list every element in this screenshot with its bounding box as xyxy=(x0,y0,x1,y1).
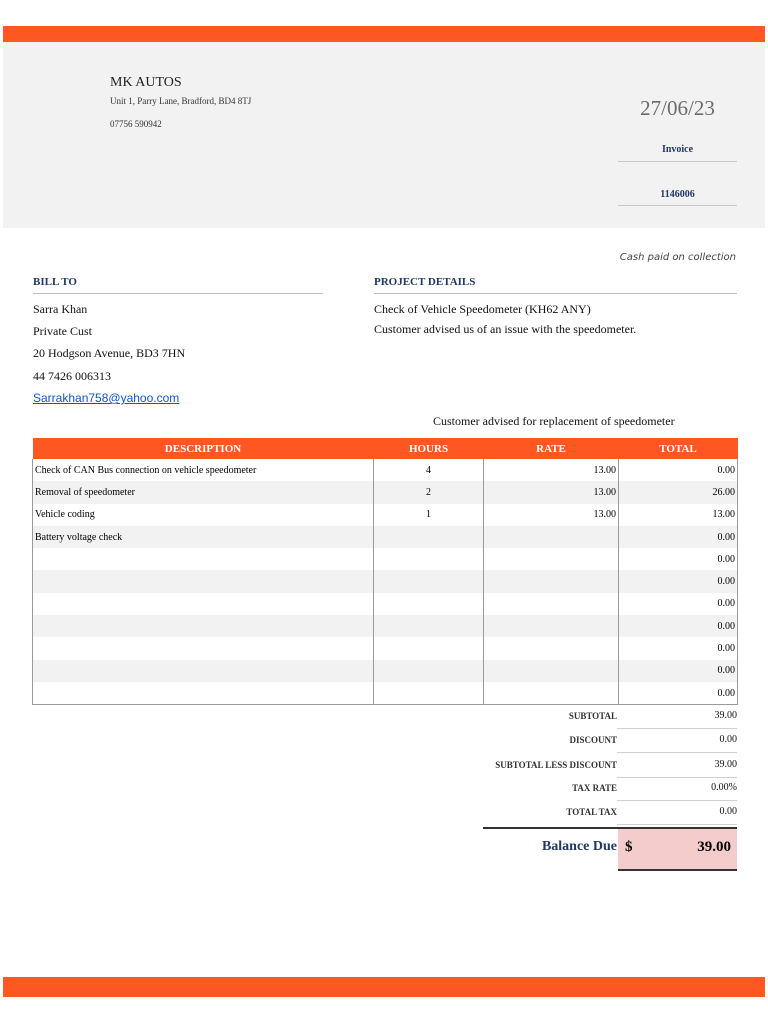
payment-note: Cash paid on collection xyxy=(619,252,736,263)
table-row xyxy=(33,481,738,503)
advice-note: Customer advised for replacement of speedometer xyxy=(433,414,675,428)
line-item-description xyxy=(33,570,374,592)
line-item-total: 0.00 xyxy=(619,570,738,592)
invoice-date: 27/06/23 xyxy=(640,96,715,120)
table-row xyxy=(33,615,738,637)
client-phone: 44 7426 006313 xyxy=(33,369,111,383)
table-row xyxy=(33,637,738,659)
line-item-description xyxy=(33,548,374,570)
table-row xyxy=(33,570,738,592)
line-item-description xyxy=(33,660,374,682)
column-header-rate: RATE xyxy=(484,438,619,459)
line-item-rate xyxy=(484,615,619,637)
line-item-hours xyxy=(374,570,484,592)
table-row xyxy=(33,593,738,615)
line-item-rate xyxy=(484,682,619,705)
table-row xyxy=(33,660,738,682)
line-item-total: 0.00 xyxy=(619,615,738,637)
line-item-hours xyxy=(374,660,484,682)
project-line-2: Customer advised us of an issue with the speedometer. xyxy=(374,322,637,336)
discount-value: 0.00 xyxy=(617,734,737,753)
line-item-total: 0.00 xyxy=(619,548,738,570)
company-name: MK AUTOS xyxy=(110,75,182,90)
divider xyxy=(618,205,737,206)
currency-symbol: $ xyxy=(625,839,633,855)
invoice-label: Invoice xyxy=(661,144,694,155)
line-item-description: Check of CAN Bus connection on vehicle speedometer xyxy=(33,459,374,481)
line-item-description xyxy=(33,593,374,615)
invoice-number: 1146006 xyxy=(660,189,695,200)
subtotal-less-discount-value: 39.00 xyxy=(617,759,737,778)
line-item-hours: 2 xyxy=(374,481,484,503)
total-tax-value: 0.00 xyxy=(617,806,737,825)
line-item-hours xyxy=(374,637,484,659)
bottom-accent-bar xyxy=(3,977,765,997)
column-header-total: TOTAL xyxy=(619,438,738,459)
table-row xyxy=(33,682,738,705)
line-item-total: 13.00 xyxy=(619,504,738,526)
project-line-1: Check of Vehicle Speedometer (KH62 ANY) xyxy=(374,302,591,316)
line-item-hours xyxy=(374,615,484,637)
line-item-total: 0.00 xyxy=(619,682,738,705)
line-item-hours: 1 xyxy=(374,504,484,526)
column-header-description: DESCRIPTION xyxy=(33,438,374,459)
top-accent-bar xyxy=(3,26,765,42)
line-item-total: 0.00 xyxy=(619,660,738,682)
discount-row xyxy=(483,730,737,752)
line-item-rate xyxy=(484,593,619,615)
line-item-rate xyxy=(484,637,619,659)
company-phone: 07756 590942 xyxy=(110,119,162,129)
line-item-hours xyxy=(374,593,484,615)
client-type: Private Cust xyxy=(33,324,92,338)
line-item-hours xyxy=(374,548,484,570)
line-item-description xyxy=(33,615,374,637)
line-item-rate xyxy=(484,570,619,592)
client-name: Sarra Khan xyxy=(33,302,88,316)
line-item-rate xyxy=(484,526,619,548)
line-item-description xyxy=(33,637,374,659)
line-item-total: 26.00 xyxy=(619,481,738,503)
balance-due-label: Balance Due xyxy=(541,839,617,854)
line-item-hours xyxy=(374,526,484,548)
client-address: 20 Hodgson Avenue, BD3 7HN xyxy=(33,346,186,360)
discount-label: DISCOUNT xyxy=(569,735,617,745)
divider xyxy=(618,161,737,162)
line-item-total: 0.00 xyxy=(619,637,738,659)
total-tax-label: TOTAL TAX xyxy=(566,807,617,817)
subtotal-value: 39.00 xyxy=(617,710,737,729)
line-item-rate: 13.00 xyxy=(484,481,619,503)
project-details-title: PROJECT DETAILS xyxy=(374,276,476,288)
divider xyxy=(374,293,737,294)
line-item-hours xyxy=(374,682,484,705)
line-item-description: Battery voltage check xyxy=(33,526,374,548)
subtotal-label: SUBTOTAL xyxy=(568,711,617,721)
balance-due-box xyxy=(618,829,737,871)
tax-rate-label: TAX RATE xyxy=(572,783,617,793)
line-item-rate: 13.00 xyxy=(484,504,619,526)
table-header-row xyxy=(33,438,738,459)
subtotal-less-discount-row xyxy=(483,755,737,777)
line-item-description: Vehicle coding xyxy=(33,504,374,526)
line-item-rate xyxy=(484,548,619,570)
line-item-description xyxy=(33,682,374,705)
divider xyxy=(33,293,323,294)
line-item-hours: 4 xyxy=(374,459,484,481)
line-item-description: Removal of speedometer xyxy=(33,481,374,503)
total-tax-row xyxy=(483,802,737,824)
balance-due-value: 39.00 xyxy=(697,839,731,855)
invoice-header-band xyxy=(3,42,765,228)
bill-to-title: BILL TO xyxy=(33,276,77,288)
line-item-total: 0.00 xyxy=(619,459,738,481)
subtotal-row xyxy=(483,706,737,728)
column-header-hours: HOURS xyxy=(374,438,484,459)
company-address: Unit 1, Parry Lane, Bradford, BD4 8TJ xyxy=(110,96,252,106)
client-email-link[interactable]: Sarrakhan758@yahoo.com xyxy=(33,391,180,405)
line-item-rate xyxy=(484,660,619,682)
tax-rate-row xyxy=(483,778,737,800)
line-items-table xyxy=(32,438,738,705)
line-item-total: 0.00 xyxy=(619,526,738,548)
table-row xyxy=(33,504,738,526)
table-row xyxy=(33,526,738,548)
subtotal-less-discount-label: SUBTOTAL LESS DISCOUNT xyxy=(495,760,617,770)
line-item-total: 0.00 xyxy=(619,593,738,615)
line-item-rate: 13.00 xyxy=(484,459,619,481)
tax-rate-value: 0.00% xyxy=(617,782,737,801)
table-row xyxy=(33,459,738,481)
table-row xyxy=(33,548,738,570)
